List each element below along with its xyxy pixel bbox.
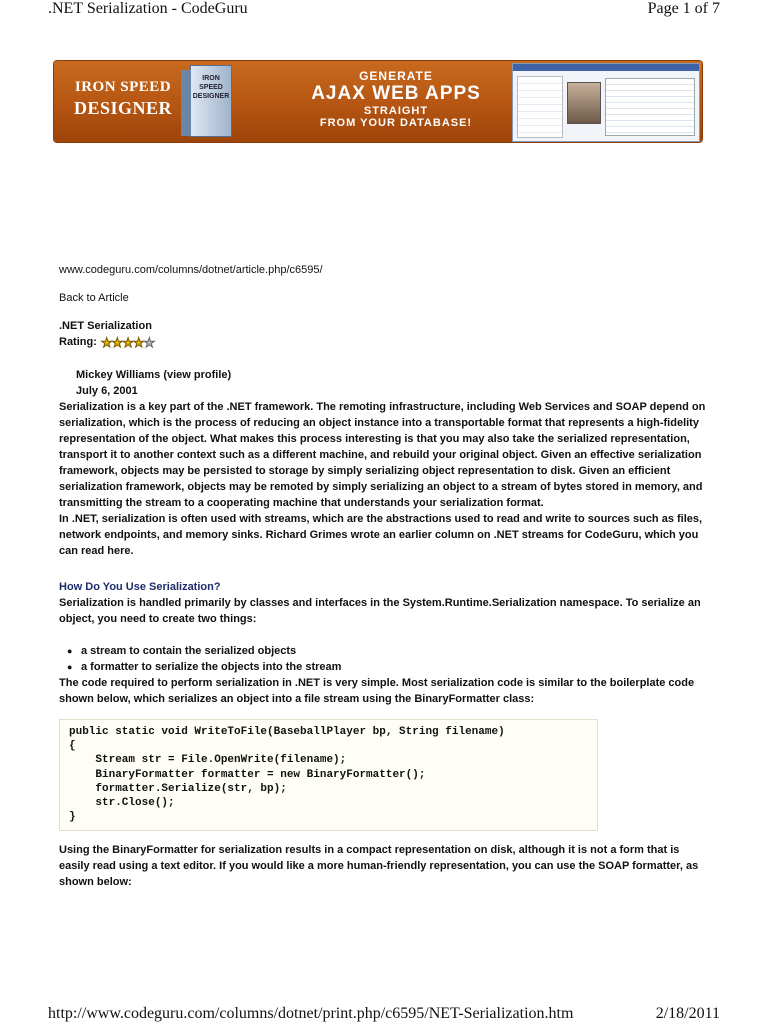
banner-brand-line2: DESIGNER (73, 98, 173, 118)
banner-slogan (286, 69, 506, 129)
requirements-list (59, 643, 709, 675)
list-item: ● a formatter to serialize the objects into the stream (81, 659, 709, 675)
paragraph-namespace: Serialization is handled primarily by classes and interfaces in the System.Runtime.Serialization namespace. To serialize an object, you need to create two things: (59, 597, 701, 625)
banner-app-screenshot (512, 63, 700, 142)
list-item: ● a stream to contain the serialized objects (81, 643, 709, 659)
rating-star-icon: ★ (100, 334, 113, 350)
rating-stars (101, 336, 154, 349)
print-header-title: .NET Serialization - CodeGuru (48, 0, 248, 17)
rating-star-icon: ★ (111, 334, 124, 350)
article-url: www.codeguru.com/columns/dotnet/article.php/c6595/ (59, 264, 323, 276)
print-header (48, 0, 720, 18)
ad-banner[interactable] (54, 61, 702, 142)
article-date: July 6, 2001 (76, 385, 138, 397)
print-footer (48, 1005, 720, 1023)
screenshot-grid (605, 78, 695, 136)
paragraph-code-intro: The code required to perform serialization in .NET is very simple. Most serialization code is similar to the boilerplate code shown below, which serializes an object into a file stream using the BinaryFormatter class: (59, 677, 695, 705)
rating-label: Rating: (59, 336, 97, 348)
rating-star-icon: ★ (132, 334, 145, 350)
rating-star-icon: ★ (143, 334, 156, 350)
author-name: Mickey Williams (view profile) (76, 369, 232, 381)
paragraph-binaryformatter: Using the BinaryFormatter for serialization results in a compact representation on disk, although it is not a form that is easily read using a text editor. If you would like a more human-friendly representation, you can use the SOAP formatter, as shown below: (59, 844, 699, 889)
banner-slogan-line2: AJAX WEB APPS (311, 83, 481, 104)
product-box-label: IRON SPEED DESIGNER (192, 75, 230, 100)
banner-slogan-line1: GENERATE (359, 69, 433, 83)
product-box-icon (190, 65, 232, 137)
banner-slogan-line4: FROM YOUR DATABASE! (319, 117, 473, 129)
banner-slogan-line3: STRAIGHT (363, 105, 429, 117)
banner-brand-line1: IRON SPEED (74, 79, 172, 95)
banner-brand (64, 79, 182, 119)
article-content (59, 262, 709, 890)
section-heading: How Do You Use Serialization? (59, 581, 221, 593)
print-footer-url: http://www.codeguru.com/columns/dotnet/print.php/c6595/NET-Serialization.htm (48, 1005, 574, 1022)
print-header-page: Page 1 of 7 (647, 0, 720, 17)
screenshot-sidebar (517, 76, 563, 138)
screenshot-photo (567, 82, 601, 124)
rating-star-icon: ★ (122, 334, 134, 350)
paragraph-streams: In .NET, serialization is often used with streams, which are the abstractions used to read and write to sources such as files, network endpoints, and memory sinks. Richard Grimes wrote an earlier column on .NET streams for CodeGuru, which you can read here. (59, 513, 703, 557)
screenshot-titlebar (513, 64, 699, 71)
article-title: .NET Serialization (59, 320, 152, 332)
back-to-article-link[interactable]: Back to Article (59, 292, 129, 304)
print-footer-date: 2/18/2011 (655, 1005, 720, 1022)
code-sample: public static void WriteToFile(BaseballPlayer bp, String filename) { Stream str = File.OpenWrite(filename); BinaryFormatter formatter = new BinaryFormatter(); formatter.Serialize(str, bp); str.Close(); } (59, 719, 598, 831)
article-byline (76, 367, 709, 399)
article-rating (59, 334, 709, 350)
paragraph-intro: Serialization is a key part of the .NET framework. The remoting infrastructure, including Web Services and SOAP depend on serialization, which is the process of reducing an object instance into a transportable format that represents a high-fidelity representation of the object. What makes this process interesting is that you may also take the serialized representation, transport it to another context such as a different machine, and rebuild your original object. Given an effective serialization framework, objects may be persisted to storage by simply serializing object representation to disk. Given an efficient serialization framework, objects may be remoted by simply serializing an object to a stream of bytes stored in memory, and transmitting the stream to a cooperating machine that understands your serialization format. (59, 401, 706, 509)
